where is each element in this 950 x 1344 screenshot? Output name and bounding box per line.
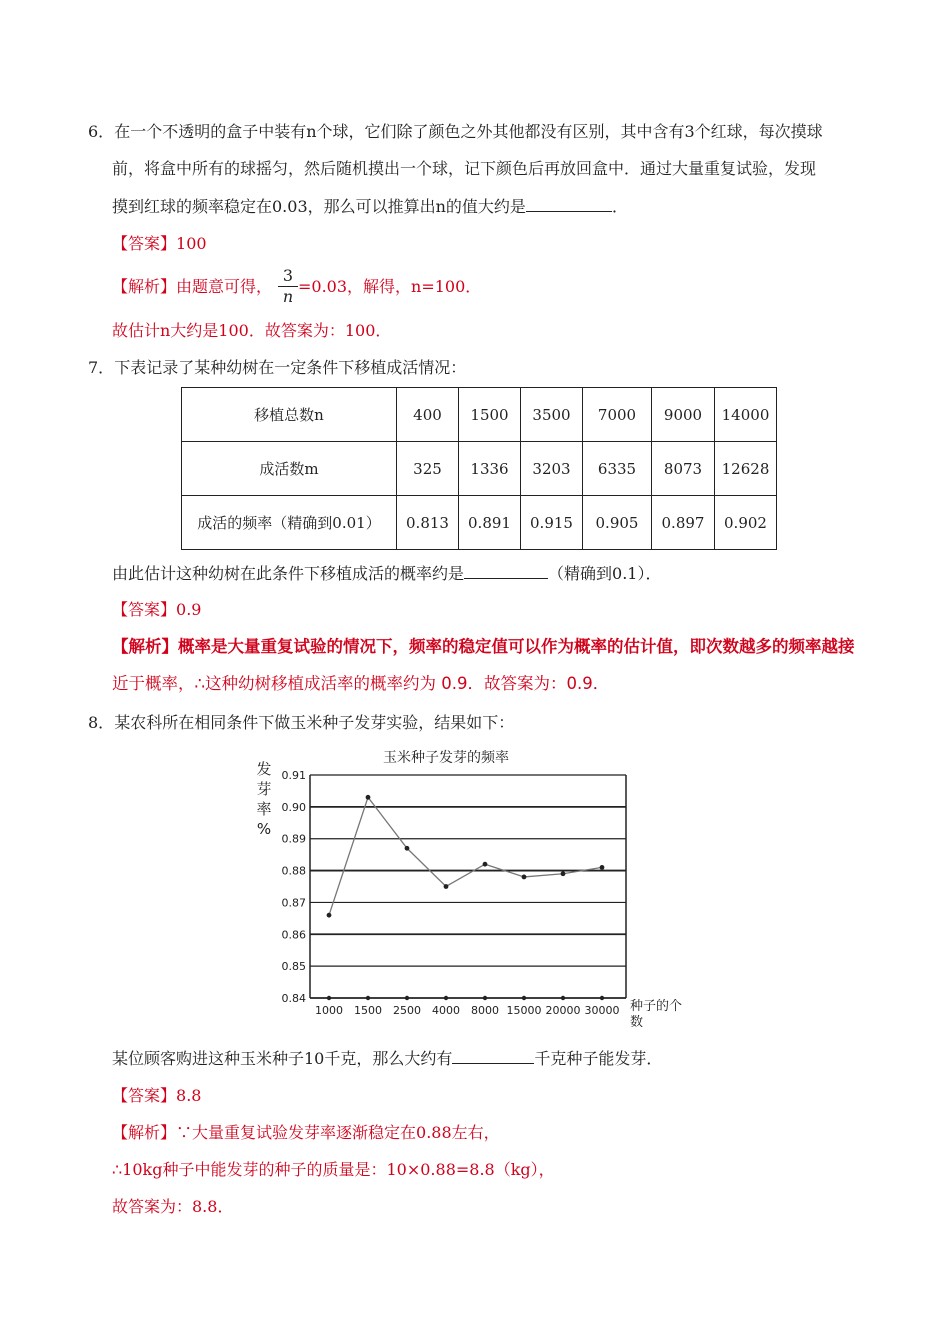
x-tick-marker (444, 996, 448, 1000)
table-cell: 0.897 (652, 496, 715, 550)
table-cell: 0.915 (521, 496, 583, 550)
chart-title: 玉米种子发芽的频率 (383, 750, 509, 766)
x-tick-label: 30000 (584, 1004, 620, 1017)
table-row-header: 成活数m (182, 442, 397, 496)
x-tick-label: 1500 (354, 1004, 382, 1017)
y-axis-label: 率 (256, 800, 272, 818)
table-cell: 14000 (715, 388, 777, 442)
q6-analysis-post: =0.03，解得，n=100． (298, 277, 482, 296)
data-point (561, 871, 566, 876)
x-tick-label: 15000 (506, 1004, 542, 1017)
x-tick-marker (561, 996, 565, 1000)
table-cell: 0.905 (583, 496, 652, 550)
x-tick-marker (600, 996, 604, 1000)
x-tick-marker (327, 996, 331, 1000)
y-tick-label: 0.84 (281, 992, 306, 1005)
q8-question-text: 某位顾客购进这种玉米种子10千克，那么大约有 (112, 1049, 453, 1068)
y-axis-label: % (256, 820, 272, 838)
survival-count-row (182, 442, 777, 496)
y-tick-label: 0.91 (281, 769, 306, 782)
y-tick-label: 0.86 (281, 928, 306, 942)
q6-analysis-pre: 由题意可得， (176, 277, 273, 296)
x-tick-label: 1000 (315, 1004, 343, 1017)
q8-question (112, 1048, 662, 1070)
q6-analysis-line2: 故估计n大约是100．故答案为：100． (112, 321, 392, 340)
x-axis-label: 数 (630, 1015, 644, 1028)
q7-analysis-text: 概率是大量重复试验的情况下，频率的稳定值可以作为概率的估计值，即次数越多的频率越接 (178, 637, 855, 656)
q8-analysis-line2: ∴10kg种子中能发芽的种子的质量是：10×0.88=8.8（kg）， (112, 1160, 555, 1179)
x-tick-marker (483, 996, 487, 1000)
y-axis-label: 芽 (256, 780, 272, 798)
q7-analysis-line2: 近于概率，∴这种幼树移植成活率的概率约为 0.9．故答案为：0.9． (112, 674, 610, 693)
q6-text-line2: 前，将盒中所有的球摇匀，然后随机摸出一个球，记下颜色后再放回盒中．通过大量重复试验，发现 (112, 159, 817, 178)
x-tick-label: 8000 (471, 1004, 499, 1017)
q6-line3-end: ． (611, 197, 628, 216)
table-cell: 400 (397, 388, 459, 442)
q6-text-line1: 在一个不透明的盒子中装有n个球，它们除了颜色之外其他都没有区别，其中含有3个红球，每次摸球 (114, 122, 823, 141)
q8-answer-blank[interactable] (452, 1049, 534, 1064)
q8-question-suffix: 千克种子能发芽． (534, 1049, 663, 1068)
q8-analysis-line3: 故答案为：8.8． (112, 1197, 234, 1216)
table-row-header: 成活的频率（精确到0.01） (182, 496, 397, 550)
table-cell: 3203 (521, 442, 583, 496)
q6-answer (112, 233, 207, 255)
q8-analysis-line1: ∵大量重复试验发芽率逐渐稳定在0.88左右， (176, 1123, 500, 1142)
table-cell: 1500 (459, 388, 521, 442)
q7-analysis-line1 (112, 636, 855, 658)
x-tick-marker (522, 996, 526, 1000)
q7-answer-label: 【答案】 (112, 600, 177, 619)
survival-frequency-row (182, 496, 777, 550)
y-tick-label: 0.90 (281, 800, 306, 814)
q6-answer-value: 100 (176, 234, 207, 253)
q7-answer (112, 599, 201, 621)
x-tick-label: 4000 (432, 1004, 460, 1017)
q8-intro-line (88, 712, 514, 734)
q6-fraction-denominator: n (282, 287, 294, 306)
data-point (600, 865, 605, 870)
q7-answer-blank[interactable] (464, 564, 548, 579)
q7-number: 7． (88, 358, 115, 377)
q8-number: 8． (88, 713, 115, 732)
table-cell: 325 (397, 442, 459, 496)
data-point (327, 913, 332, 918)
y-tick-label: 0.89 (281, 832, 306, 846)
q6-fraction-numerator: 3 (278, 266, 298, 287)
table-cell: 8073 (652, 442, 715, 496)
q6-answer-label: 【答案】 (112, 234, 177, 253)
q7-analysis-label: 【解析】 (112, 637, 178, 656)
x-tick-label: 2500 (393, 1004, 421, 1017)
q7-question (112, 563, 661, 585)
q6-text-line3: 摸到红球的频率稳定在0.03，那么可以推算出n的值大约是 (112, 197, 526, 216)
q7-question-suffix: （精确到0.1）． (548, 564, 662, 583)
y-axis-label: 发 (256, 760, 272, 778)
data-point (444, 884, 449, 889)
q6-line1 (88, 121, 823, 143)
transplant-total-row (182, 388, 777, 442)
q6-analysis-label: 【解析】 (112, 277, 177, 296)
q7-answer-value: 0.9 (176, 600, 202, 619)
x-tick-marker (405, 996, 409, 1000)
data-point (366, 795, 371, 800)
q6-number: 6． (88, 122, 115, 141)
q8-answer-label: 【答案】 (112, 1086, 177, 1105)
x-tick-label: 20000 (545, 1004, 581, 1017)
table-cell: 0.813 (397, 496, 459, 550)
data-point (522, 875, 527, 880)
data-point (405, 846, 410, 851)
q6-fraction (278, 266, 298, 307)
table-cell: 0.891 (459, 496, 521, 550)
table-cell: 7000 (583, 388, 652, 442)
q6-analysis (112, 276, 272, 298)
table-row-header: 移植总数n (182, 388, 397, 442)
table-cell: 6335 (583, 442, 652, 496)
transplant-table (181, 387, 777, 550)
y-tick-label: 0.85 (281, 960, 306, 974)
q7-intro-line (88, 357, 466, 379)
q6-line3 (112, 196, 628, 218)
y-tick-label: 0.87 (281, 896, 306, 910)
q8-answer (112, 1085, 201, 1107)
table-cell: 12628 (715, 442, 777, 496)
q8-analysis (112, 1122, 500, 1144)
table-cell: 1336 (459, 442, 521, 496)
table-cell: 9000 (652, 388, 715, 442)
y-tick-label: 0.88 (281, 864, 306, 878)
table-cell: 3500 (521, 388, 583, 442)
q8-intro: 某农科所在相同条件下做玉米种子发芽实验，结果如下： (114, 713, 515, 732)
x-axis-label: 种子的个 (630, 999, 683, 1014)
series-line (329, 797, 602, 915)
q8-analysis-label: 【解析】 (112, 1123, 177, 1142)
data-point (483, 862, 488, 867)
q7-question-text: 由此估计这种幼树在此条件下移植成活的概率约是 (112, 564, 465, 583)
germination-chart (250, 738, 700, 1028)
q6-answer-blank[interactable] (526, 197, 612, 212)
q7-intro: 下表记录了某种幼树在一定条件下移植成活情况： (114, 358, 467, 377)
table-cell: 0.902 (715, 496, 777, 550)
x-tick-marker (366, 996, 370, 1000)
q8-answer-value: 8.8 (176, 1086, 202, 1105)
